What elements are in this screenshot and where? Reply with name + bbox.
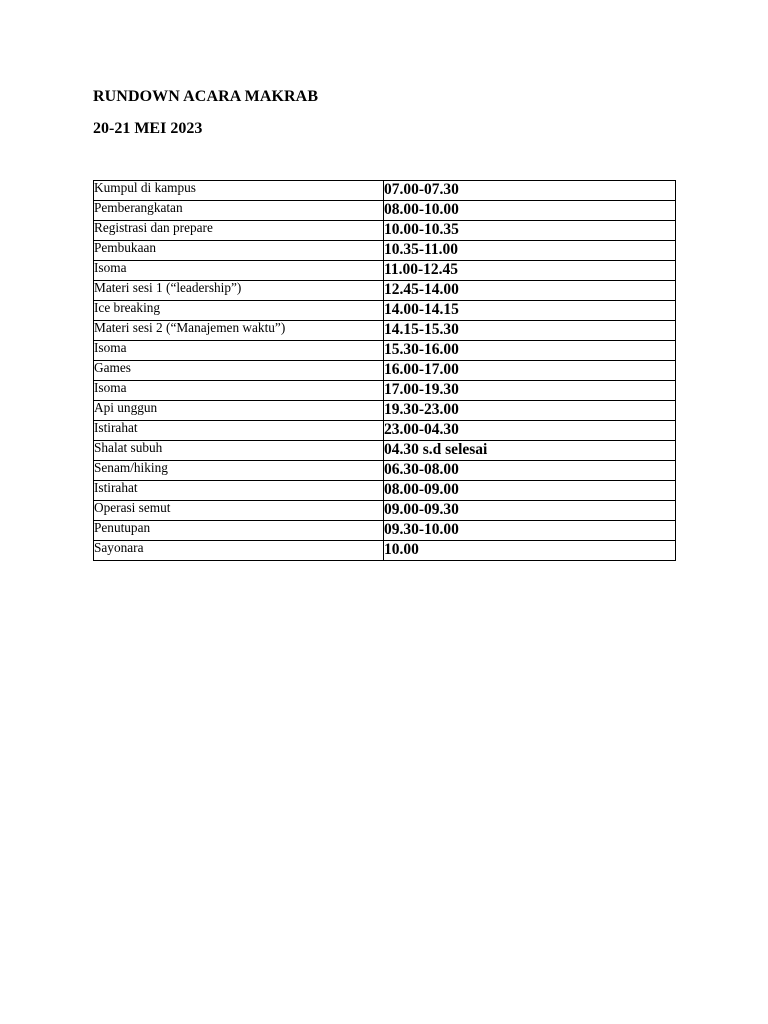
- time-cell: 08.00-09.00: [384, 481, 676, 501]
- table-row: [94, 201, 676, 221]
- table-row: [94, 281, 676, 301]
- activity-cell: Senam/hiking: [94, 461, 384, 481]
- activity-cell: Shalat subuh: [94, 441, 384, 461]
- time-cell: 10.35-11.00: [384, 241, 676, 261]
- time-cell: 04.30 s.d selesai: [384, 441, 676, 461]
- time-cell: 14.00-14.15: [384, 301, 676, 321]
- time-cell: 19.30-23.00: [384, 401, 676, 421]
- activity-cell: Pemberangkatan: [94, 201, 384, 221]
- activity-cell: Istirahat: [94, 421, 384, 441]
- time-cell: 11.00-12.45: [384, 261, 676, 281]
- table-row: [94, 221, 676, 241]
- table-row: [94, 321, 676, 341]
- table-row: [94, 481, 676, 501]
- rundown-table-body: [94, 181, 676, 561]
- table-row: [94, 181, 676, 201]
- table-row: [94, 241, 676, 261]
- activity-cell: Penutupan: [94, 521, 384, 541]
- activity-cell: Materi sesi 2 (“Manajemen waktu”): [94, 321, 384, 341]
- table-row: [94, 521, 676, 541]
- table-row: [94, 401, 676, 421]
- time-cell: 23.00-04.30: [384, 421, 676, 441]
- activity-cell: Materi sesi 1 (“leadership”): [94, 281, 384, 301]
- time-cell: 15.30-16.00: [384, 341, 676, 361]
- time-cell: 14.15-15.30: [384, 321, 676, 341]
- activity-cell: Operasi semut: [94, 501, 384, 521]
- time-cell: 08.00-10.00: [384, 201, 676, 221]
- table-row: [94, 441, 676, 461]
- time-cell: 06.30-08.00: [384, 461, 676, 481]
- activity-cell: Isoma: [94, 341, 384, 361]
- activity-cell: Games: [94, 361, 384, 381]
- activity-cell: Registrasi dan prepare: [94, 221, 384, 241]
- time-cell: 16.00-17.00: [384, 361, 676, 381]
- document-title: RUNDOWN ACARA MAKRAB: [93, 88, 319, 105]
- activity-cell: Ice breaking: [94, 301, 384, 321]
- table-row: [94, 301, 676, 321]
- time-cell: 12.45-14.00: [384, 281, 676, 301]
- time-cell: 10.00: [384, 541, 676, 561]
- activity-cell: Isoma: [94, 261, 384, 281]
- activity-cell: Pembukaan: [94, 241, 384, 261]
- table-row: [94, 541, 676, 561]
- table-row: [94, 421, 676, 441]
- activity-cell: Kumpul di kampus: [94, 181, 384, 201]
- table-row: [94, 261, 676, 281]
- time-cell: 09.00-09.30: [384, 501, 676, 521]
- time-cell: 09.30-10.00: [384, 521, 676, 541]
- activity-cell: Istirahat: [94, 481, 384, 501]
- table-row: [94, 461, 676, 481]
- activity-cell: Sayonara: [94, 541, 384, 561]
- table-row: [94, 341, 676, 361]
- table-row: [94, 381, 676, 401]
- rundown-table: [93, 180, 676, 561]
- activity-cell: Isoma: [94, 381, 384, 401]
- activity-cell: Api unggun: [94, 401, 384, 421]
- table-row: [94, 501, 676, 521]
- time-cell: 10.00-10.35: [384, 221, 676, 241]
- time-cell: 17.00-19.30: [384, 381, 676, 401]
- time-cell: 07.00-07.30: [384, 181, 676, 201]
- document-date: 20-21 MEI 2023: [93, 120, 203, 137]
- table-row: [94, 361, 676, 381]
